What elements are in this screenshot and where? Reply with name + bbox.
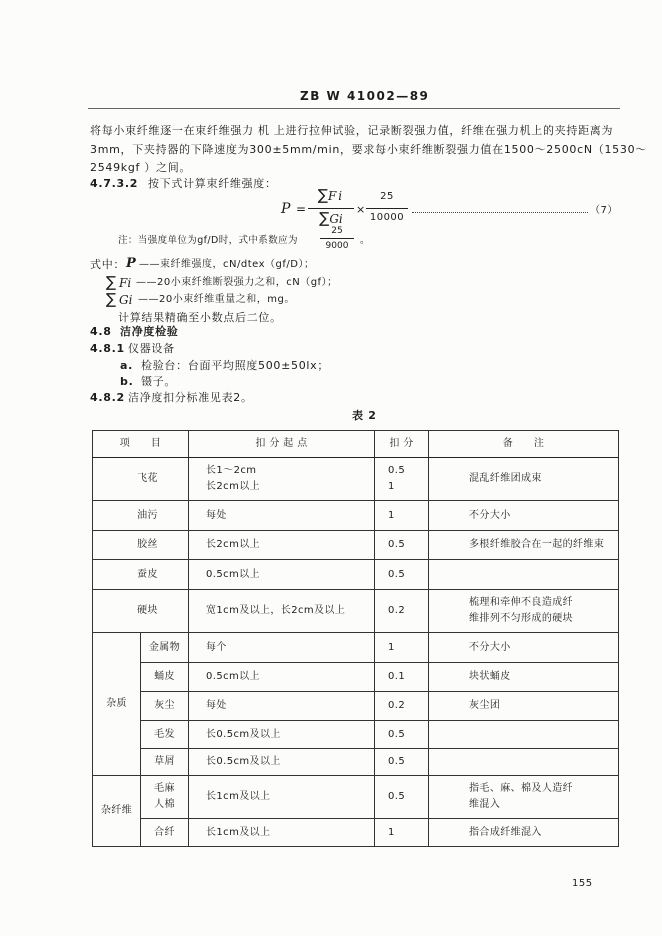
deduct-cell: 0.1: [375, 663, 429, 692]
start-line: 长1～2cm: [206, 465, 257, 476]
deduct-cell: 0.5: [375, 776, 429, 819]
equation-number: （7）: [590, 205, 618, 216]
start-cell: 长0.5cm及以上: [189, 749, 375, 776]
section-number: 4.8.1: [90, 342, 125, 355]
deduct-cell: 0.5: [375, 531, 429, 560]
list-item-text: 检验台：台面平均照度500±50lx；: [141, 359, 330, 372]
header-start: 扣 分 起 点: [189, 431, 375, 458]
note-cell: [429, 560, 619, 590]
note-cell: 块状蛹皮: [429, 663, 619, 692]
sub-item-line: 毛麻: [154, 783, 175, 794]
deduct-cell: 0.5: [375, 560, 429, 590]
item-cell: 蚕皮: [93, 560, 189, 590]
start-cell: 长2cm以上: [189, 531, 375, 560]
note-cell: 不分大小: [429, 633, 619, 663]
symbol-gi-desc: ——20小束纤维重量之和，mg。: [138, 294, 295, 305]
section-text: 按下式计算束纤维强度：: [148, 177, 277, 190]
header-deduct: 扣 分: [375, 431, 429, 458]
fraction-bar: [308, 208, 354, 209]
note-cell: 混乱纤维团成束: [429, 458, 619, 501]
note-cell: [429, 590, 619, 633]
symbol-p-desc: ——束纤维强度，cN/dtex（gf/D）；: [139, 259, 315, 270]
start-cell: 每个: [189, 633, 375, 663]
numerator-variable: Fi: [327, 189, 345, 203]
symbol-fi: Fi: [119, 276, 132, 290]
formula-numerator: [308, 188, 354, 203]
section-number: 4.8.2: [90, 391, 125, 404]
note-cell: [429, 721, 619, 749]
table-row: [93, 692, 619, 721]
item-cell: 油污: [93, 501, 189, 531]
sub-item-cell: [141, 776, 189, 819]
note-cell: 多根纤维胶合在一起的纤维束: [429, 531, 619, 560]
start-cell: 长1cm及以上: [189, 776, 375, 819]
table-row: [93, 501, 619, 531]
table-row: [93, 819, 619, 847]
intro-line: 将每小束纤维逐一在束纤维强力 机 上进行拉伸试验，记录断裂强力值，纤维在强力机上的夹持距离为: [90, 124, 614, 137]
note-cell: [429, 749, 619, 776]
group-cell: 杂纤维: [93, 776, 141, 847]
note-coef-denominator: 9000: [325, 241, 349, 251]
table-row: [93, 749, 619, 776]
sub-item-line: 人棉: [154, 799, 175, 810]
symbol-fi-desc: ——20小束纤维断裂强力之和，cN（gf）；: [136, 277, 338, 288]
list-marker: b.: [120, 375, 134, 388]
section-title: 洁净度检验: [120, 325, 179, 338]
table-row: [93, 721, 619, 749]
symbol-p: P: [126, 256, 136, 271]
formula-times: ×: [356, 203, 366, 216]
sigma-symbol: ∑: [317, 186, 328, 204]
deduct-cell: 1: [375, 819, 429, 847]
group-cell: 杂质: [93, 633, 141, 776]
formula-denominator: [308, 211, 354, 226]
note-cell: 不分大小: [429, 501, 619, 531]
item-cell: 飞花: [93, 458, 189, 501]
start-cell: 宽1cm及以上，长2cm及以上: [189, 590, 375, 633]
table-row: [93, 560, 619, 590]
section-number: 4.8: [90, 325, 112, 338]
header-rule: [88, 108, 620, 109]
denominator-variable: Gi: [329, 212, 343, 226]
sub-item-cell: 蛹皮: [141, 663, 189, 692]
sub-item-cell: 合纤: [141, 819, 189, 847]
note-text: 注：当强度单位为gf/D时，式中系数应为: [118, 235, 298, 246]
table-caption: 表 2: [352, 409, 377, 422]
start-cell: 长0.5cm及以上: [189, 721, 375, 749]
start-cell: 0.5cm以上: [189, 663, 375, 692]
symbol-gi: Gi: [119, 293, 133, 307]
dot-leader: [412, 212, 588, 213]
header-note: 备 注: [429, 431, 619, 458]
table-row: [93, 633, 619, 663]
precision-text: 计算结果精确至小数点后二位。: [118, 311, 282, 324]
standard-code: ZB W 41002—89: [300, 89, 430, 103]
coef-denominator: 10000: [369, 212, 405, 223]
sigma-symbol: ∑: [106, 273, 117, 291]
coef-fraction-bar: [366, 208, 408, 209]
coef-numerator: 25: [380, 191, 394, 202]
formula-equals: =: [296, 202, 307, 216]
deduct-cell: 0.2: [375, 590, 429, 633]
deduct-cell: [375, 458, 429, 501]
section-title: 仪器设备: [128, 342, 175, 355]
sub-item-cell: 金属物: [141, 633, 189, 663]
note-line: 梳理和牵伸不良造成纤: [469, 597, 574, 608]
table-row: [93, 776, 619, 819]
header-item: 项 目: [93, 431, 189, 458]
start-cell: [189, 458, 375, 501]
item-cell: 胶丝: [93, 531, 189, 560]
sub-item-cell: 毛发: [141, 721, 189, 749]
formula-lhs: P: [281, 201, 291, 217]
note-cell: 灰尘团: [429, 692, 619, 721]
table-row: [93, 590, 619, 633]
note-line: 维排列不匀形成的硬块: [469, 613, 574, 624]
table-row: [93, 458, 619, 501]
deduct-cell: 0.5: [375, 749, 429, 776]
where-label: 式中：: [90, 258, 126, 271]
intro-line: 3mm，下夹持器的下降速度为300±5mm/min，要求每小束纤维断裂强力值在1500～2500cN（1530～: [90, 143, 647, 156]
note-coef-numerator: 25: [331, 226, 343, 236]
note-line: 维混入: [469, 799, 501, 810]
list-marker: a.: [120, 359, 134, 372]
note-cell: [429, 776, 619, 819]
table-row: [93, 663, 619, 692]
start-cell: 每处: [189, 692, 375, 721]
deduct-line: 1: [388, 481, 395, 492]
list-item-text: 镊子。: [141, 375, 177, 388]
deduct-cell: 0.5: [375, 721, 429, 749]
sigma-symbol: ∑: [319, 209, 330, 227]
table-row: [93, 531, 619, 560]
start-cell: 长1cm及以上: [189, 819, 375, 847]
deduct-cell: 1: [375, 633, 429, 663]
table-header-row: [93, 431, 619, 458]
page-number: 155: [572, 878, 593, 889]
sub-item-cell: 灰尘: [141, 692, 189, 721]
start-cell: 每处: [189, 501, 375, 531]
start-line: 长2cm以上: [206, 481, 261, 492]
deduct-line: 0.5: [388, 465, 406, 476]
item-cell: 硬块: [93, 590, 189, 633]
note-end: 。: [360, 235, 370, 246]
intro-line: 2549kgf ）之间。: [90, 161, 192, 174]
deduction-table: [92, 430, 619, 847]
deduct-cell: 1: [375, 501, 429, 531]
note-line: 指毛、麻、棉及人造纤: [469, 783, 574, 794]
section-number: 4.7.3.2: [90, 177, 139, 190]
section-text: 洁净度扣分标准见表2。: [128, 391, 253, 404]
sigma-symbol: ∑: [106, 290, 117, 308]
note-cell: 指合成纤维混入: [429, 819, 619, 847]
note-fraction-bar: [320, 238, 354, 239]
start-cell: 0.5cm以上: [189, 560, 375, 590]
sub-item-cell: 草屑: [141, 749, 189, 776]
deduct-cell: 0.2: [375, 692, 429, 721]
